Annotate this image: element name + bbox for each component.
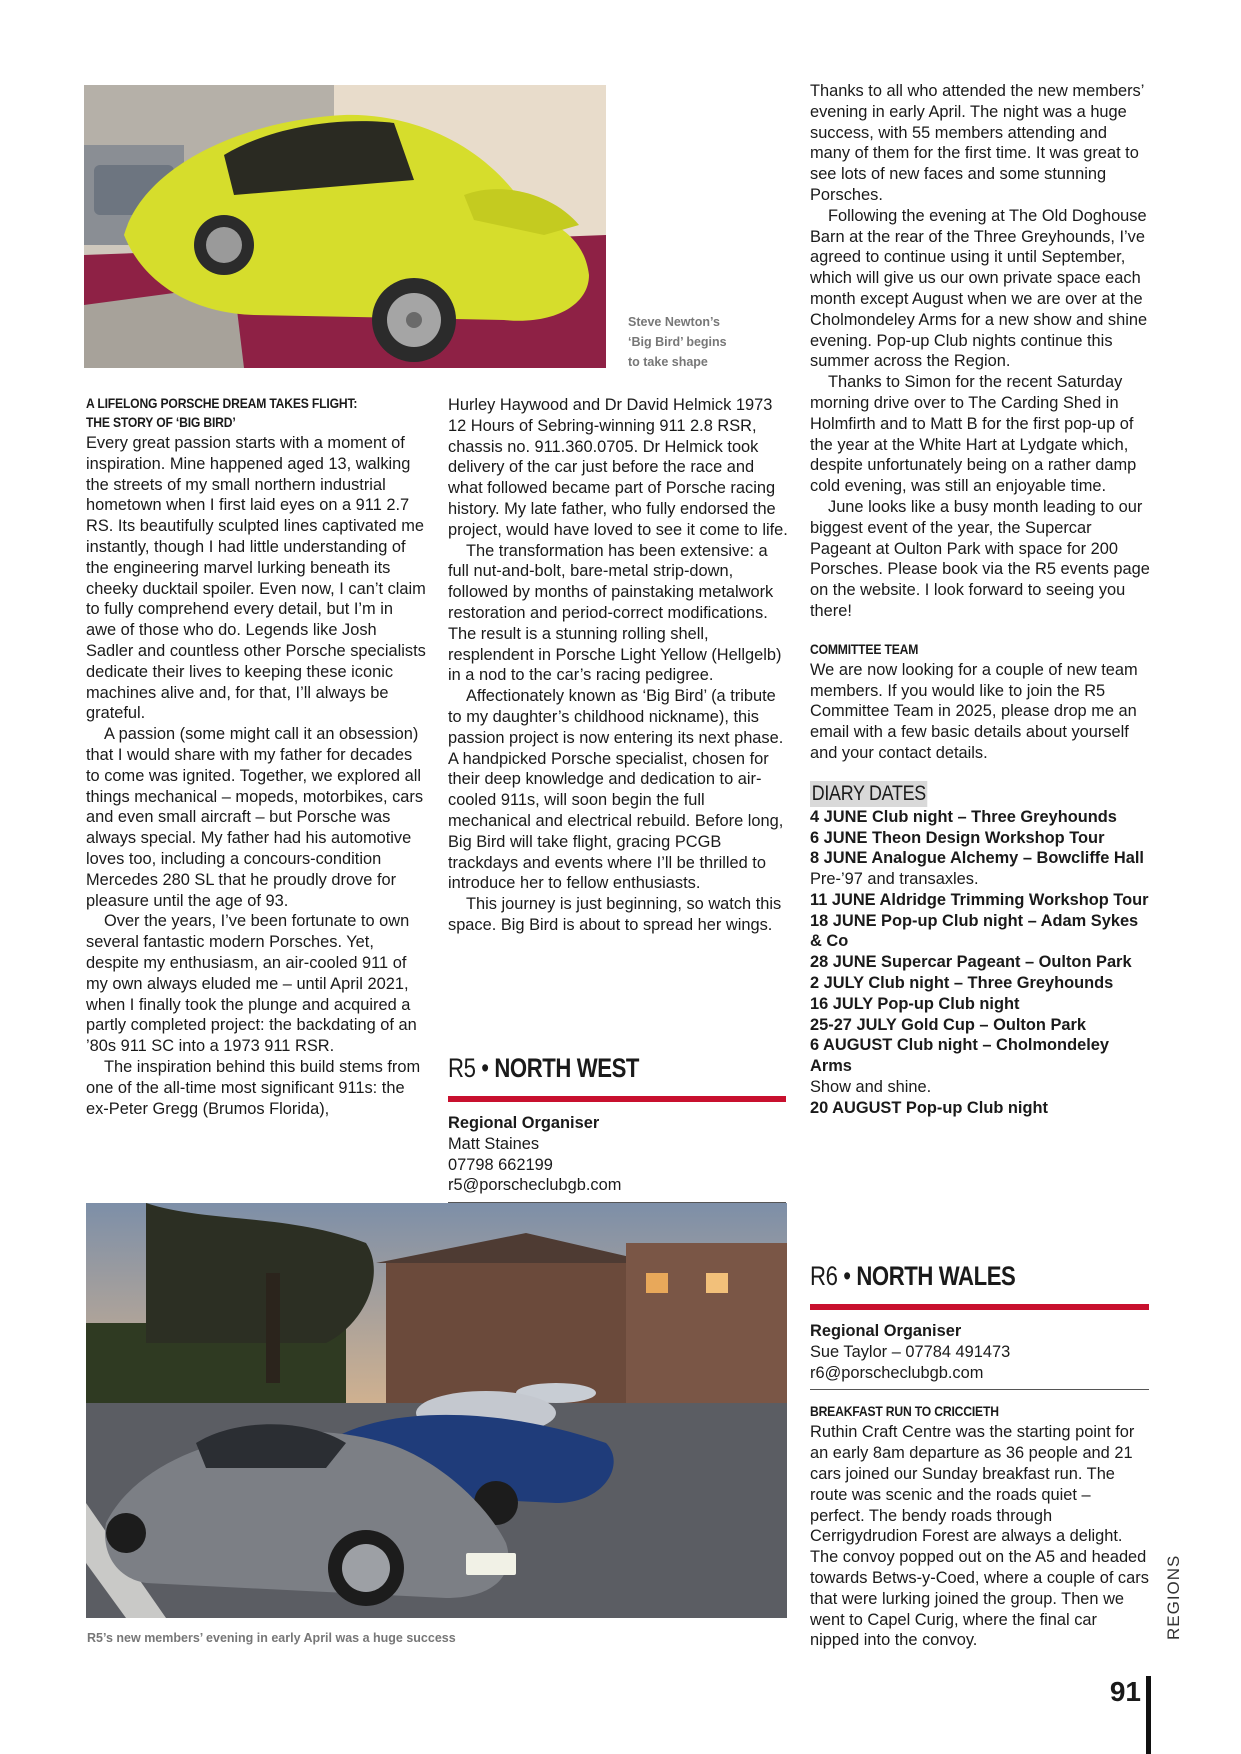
r6-title: R6 • NORTH WALES bbox=[810, 1261, 1016, 1291]
bottom-photo-caption: R5’s new members’ evening in early April was a huge success bbox=[87, 1631, 456, 1645]
article-paragraph: Affectionately known as ‘Big Bird’ (a tribute to my daughter’s childhood nickname), this passion project is now entering its next phase. A handpicked Porsche specialist, chosen for their deep knowledge and dedication to air-cooled 911s, will soon begin the full mechanical and electrical rebuild. Before long, Big Bird will take flight, gracing PCGB trackdays and events where I’ll be thrilled to introduce her to fellow enthusiasts. bbox=[448, 687, 784, 893]
diary-item: 18 JUNE Pop-up Club night – Adam Sykes & Co bbox=[810, 911, 1139, 951]
page-number-bar bbox=[1146, 1676, 1151, 1754]
diary-item: 16 JULY Pop-up Club night bbox=[810, 994, 1020, 1013]
big-bird-photo bbox=[84, 85, 606, 368]
r5-email-link[interactable]: r5@porscheclubgb.com bbox=[448, 1176, 622, 1195]
r6-email-link[interactable]: r6@porscheclubgb.com bbox=[810, 1363, 984, 1382]
r5-organiser: Regional Organiser Matt Staines 07798 662199 r5@porscheclubgb.com bbox=[448, 1113, 786, 1196]
r5-section-header bbox=[448, 1052, 786, 1203]
diary-item: 28 JUNE Supercar Pageant – Oulton Park bbox=[810, 953, 1132, 972]
diary-item: 11 JUNE Aldridge Trimming Workshop Tour bbox=[810, 890, 1149, 909]
diary-item: 6 JUNE Theon Design Workshop Tour bbox=[810, 828, 1105, 847]
r5-paragraph: June looks like a busy month leading to our biggest event of the year, the Supercar Pageant at Oulton Park with space for 200 Porsches. Please book via the R5 events page on the website. I look forward to seeing you there! bbox=[810, 497, 1150, 620]
diary-item: 20 AUGUST Pop-up Club night bbox=[810, 1098, 1048, 1117]
porsches-car-park-image bbox=[86, 1203, 787, 1618]
article-paragraph: Every great passion starts with a moment of inspiration. Mine happened aged 13, walking the streets of my small northern industrial hometown when I first laid eyes on a 911 2.7 RS. Its beautifully sculpted lines captivated me instantly, though I had little understanding of the engineering marvel lurking beneath its cheeky ducktail spoiler. Even now, I can’t claim to fully comprehend every detail, but I’m in awe of those who do. Legends like Josh Sadler and countless other Porsche specialists dedicate their lives to keeping these iconic machines alive and, for that, I’ll always be grateful. bbox=[86, 434, 426, 723]
diary-dates-heading: DIARY DATES bbox=[811, 781, 926, 805]
diary-item: 8 JUNE Analogue Alchemy – Bowcliffe Hall Pre-’97 and transaxles. bbox=[810, 849, 1144, 889]
article-column-2 bbox=[448, 395, 788, 936]
article-column-1 bbox=[86, 394, 426, 1119]
diary-item: 6 AUGUST Club night – Cholmondeley Arms Show and shine. bbox=[810, 1036, 1109, 1097]
diary-item: 4 JUNE Club night – Three Greyhounds bbox=[810, 807, 1117, 826]
r5-paragraph: Thanks to all who attended the new members’ evening in early April. The night was a huge success, with 55 members attending and many of them for the first time. It was great to see lots of new faces and some stunning Porsches. bbox=[810, 82, 1144, 204]
committee-heading: COMMITTEE TEAM bbox=[810, 641, 919, 657]
top-photo-caption: Steve Newton’s ‘Big Bird’ begins to take shape bbox=[628, 315, 727, 369]
diary-item: 25-27 JULY Gold Cup – Oulton Park bbox=[810, 1015, 1086, 1034]
r6-red-bar bbox=[810, 1304, 1149, 1310]
divider bbox=[810, 1389, 1149, 1390]
article-heading: A LIFELONG PORSCHE DREAM TAKES FLIGHT: THE STORY OF ‘BIG BIRD’ bbox=[86, 396, 358, 430]
r5-paragraph: Thanks to Simon for the recent Saturday morning drive over to The Carding Shed in Holmfirth and to Matt B for the first pop-up of the year at the White Hart at Lydgate which, despite unfortunately being on a rather damp cold evening, was still an enjoyable time. bbox=[810, 373, 1137, 496]
article-paragraph: The transformation has been extensive: a full nut-and-bolt, bare-metal strip-down, followed by months of painstaking metalwork restoration and period-correct modifications. The result is a stunning rolling shell, resplendent in Porsche Light Yellow (Hellgelb) in a nod to the car’s racing pedigree. bbox=[448, 541, 782, 685]
breakfast-run-text: Ruthin Craft Centre was the starting point for an early 8am departure as 36 people and 21 cars joined our Sunday breakfast run. The route was scenic and the roads quiet – perfect. The bendy roads through Cerrigydrudion Forest are always a delight. The convoy popped out on the A5 and headed towards Betws-y-Coed, where a couple of cars that were lurking joined the group. Then we went to Capel Curig, where the final car nipped into the convoy. bbox=[810, 1423, 1149, 1650]
article-paragraph: A passion (some might call it an obsession) that I would share with my father for decades to come was ignited. Together, we explored all things mechanical – mopeds, motorbikes, cars and even small aircraft – but Porsche was always special. My father had his automotive loves too, including a concours-condition Mercedes 280 SL that he proudly drove for pleasure until the age of 93. bbox=[86, 725, 424, 910]
diary-list bbox=[810, 807, 1150, 1119]
page-number: 91 bbox=[1109, 1676, 1141, 1707]
regions-side-label: REGIONS bbox=[1164, 1554, 1183, 1640]
article-paragraph: This journey is just beginning, so watch this space. Big Bird is about to spread her wings. bbox=[448, 895, 782, 934]
r6-section bbox=[810, 1260, 1149, 1651]
article-paragraph: Over the years, I’ve been fortunate to own several fantastic modern Porsches. Yet, despite my enthusiasm, an air-cooled 911 of my own always eluded me – until April 2021, when I finally took the plunge and acquired a partly completed project: the backdating of an ’80s 911 SC into a 1973 911 RSR. bbox=[86, 912, 417, 1056]
yellow-porsche-shell-image bbox=[84, 85, 606, 368]
article-paragraph: The inspiration behind this build stems from one of the all-time most significant 911s: the ex-Peter Gregg (Brumos Florida), bbox=[86, 1057, 421, 1118]
r5-red-bar bbox=[448, 1096, 786, 1102]
article-paragraph: Hurley Haywood and Dr David Helmick 1973 12 Hours of Sebring-winning 911 2.8 RSR, chassis no. 911.360.0705. Dr Helmick took delivery of the car just before the race and what followed became part of Porsche racing history. My late father, who fully endorsed the project, would have loved to see it come to life. bbox=[448, 396, 788, 539]
r6-organiser: Regional Organiser Sue Taylor – 07784 491473 r6@porscheclubgb.com bbox=[810, 1321, 1149, 1383]
r5-title: R5 • NORTH WEST bbox=[448, 1053, 640, 1083]
r5-paragraph: Following the evening at The Old Doghouse Barn at the rear of the Three Greyhounds, I’ve agreed to continue using it until September, which will give us our own private space each month except August when we are over at the Cholmondeley Arms for a new show and shine evening. Pop-up Club nights continue this summer across the Region. bbox=[810, 206, 1148, 371]
breakfast-run-heading: BREAKFAST RUN TO CRICCIETH bbox=[810, 1404, 999, 1420]
diary-item: 2 JULY Club night – Three Greyhounds bbox=[810, 974, 1114, 993]
r5-news-column bbox=[810, 81, 1150, 1119]
new-members-evening-photo bbox=[86, 1203, 787, 1618]
committee-text: We are now looking for a couple of new team members. If you would like to join the R5 Committee Team in 2025, please drop me an email with a few basic details about yourself and your contact details. bbox=[810, 660, 1138, 762]
